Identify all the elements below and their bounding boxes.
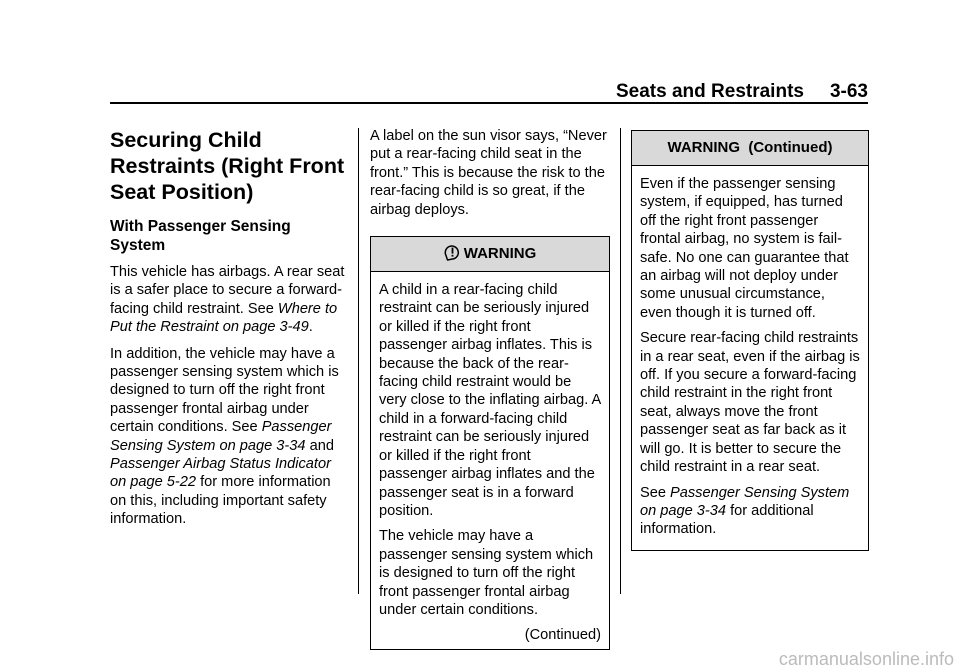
section-heading: Securing Child Restraints (Right Front Seat Position)	[110, 128, 345, 204]
warning-continued-header: WARNING (Continued)	[632, 131, 868, 166]
sun-visor-paragraph: A label on the sun visor says, “Never put a rear-facing child seat in the front.” This is because the risk to the rear-facing child is so great, if the airbag deploys.	[370, 128, 607, 218]
warning-paragraph: Even if the passenger sensing system, if equipped, has turned off the right front passenger frontal airbag, no system is fail-safe. No one can guarantee that an airbag will not deploy under some unusual circumstance, even though it is turned off.	[640, 176, 849, 321]
cross-reference-link[interactable]: Where to Put the Restraint on page 3-49	[110, 300, 338, 336]
warning-continued-body	[632, 166, 868, 550]
column-divider	[358, 128, 359, 594]
warning-paragraph: Secure rear-facing child restraints in a rear seat, even if the airbag is off. If you secure a forward-facing child restraint in the right front seat, always move the front passenger seat as far back as it will go. It is better to secure the child restraint in a rear seat.	[640, 330, 860, 476]
paragraph-text: .	[308, 319, 313, 336]
paragraph-text: This vehicle has airbags. A rear seat is a safer place to secure a forward-facing child restraint. See	[110, 264, 345, 317]
paragraph-text: See	[640, 484, 671, 501]
header-rule	[110, 102, 868, 104]
cross-reference-link[interactable]: Passenger Sensing System on page 3-34	[110, 419, 332, 454]
continued-label: (Continued)	[524, 627, 601, 644]
page-number: 3-63	[829, 81, 868, 102]
warning-icon	[444, 240, 461, 274]
cross-reference-link[interactable]: Passenger Sensing System on page 3-34	[640, 484, 850, 519]
warning-paragraph	[640, 484, 860, 539]
column-divider	[620, 128, 621, 594]
paragraph-sensing-system	[110, 345, 348, 529]
warning-continued-box	[631, 130, 869, 551]
watermark: carmanualsonline.info	[778, 649, 954, 669]
section-title: Seats and Restraints	[616, 81, 804, 102]
warning-header	[371, 237, 609, 272]
subsection-heading: With Passenger Sensing System	[110, 218, 291, 254]
column-left	[110, 127, 348, 537]
warning-body	[371, 272, 609, 649]
paragraph-text: In addition, the vehicle may have a passenger sensing system which is designed to turn off the right front passenger frontal airbag under certain conditions. See	[110, 345, 339, 436]
page-header	[110, 80, 868, 104]
warning-paragraph: A child in a rear-facing child restraint can be seriously injured or killed if the right front passenger airbag inflates. This is because the back of the rear-facing child restraint would be very close to the inflating airbag. A child in a forward-facing child restraint can be seriously injured or killed if the right front passenger airbag inflates and the passenger seat is in a forward position.	[379, 282, 601, 519]
paragraph-text: for additional information.	[640, 502, 814, 538]
column-right	[631, 130, 869, 551]
paragraph-airbags	[110, 263, 348, 337]
paragraph-text: for more information on this, including important safety information.	[110, 474, 331, 528]
paragraph-text: and	[305, 437, 334, 454]
warning-paragraph: The vehicle may have a passenger sensing system which is designed to turn off the right front passenger frontal airbag under certain conditions.	[379, 528, 594, 618]
column-middle	[370, 127, 610, 650]
warning-box	[370, 236, 610, 650]
cross-reference-link[interactable]: Passenger Airbag Status Indicator on page 5-22	[110, 456, 331, 491]
warning-title: WARNING	[463, 245, 537, 263]
